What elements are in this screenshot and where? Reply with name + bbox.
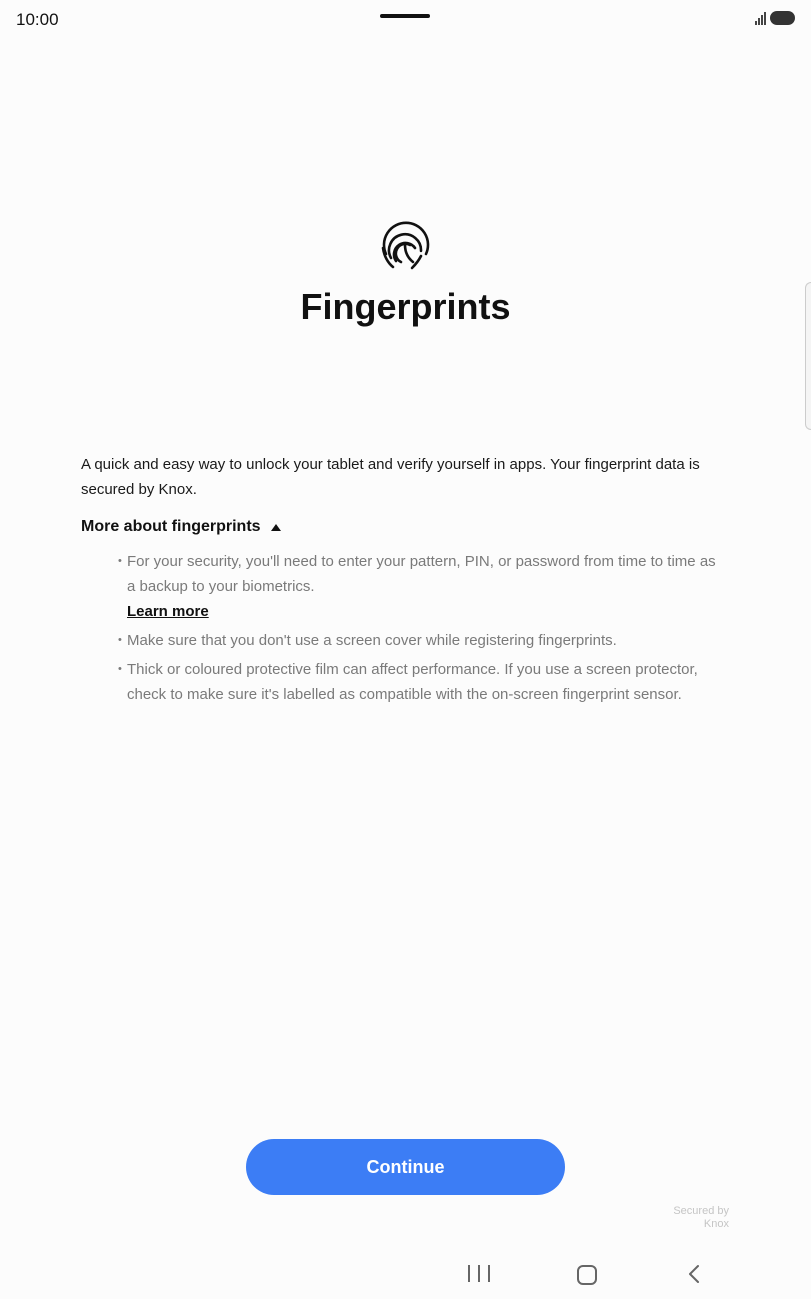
secured-by-knox-badge (673, 1205, 729, 1231)
list-item (118, 628, 728, 653)
list-item-text: Thick or coloured protective film can affect performance. If you use a screen protector, check to make sure it's labelled as compatible with the on-screen fingerprint sensor. (127, 661, 698, 703)
more-about-fingerprints-toggle[interactable] (81, 518, 281, 536)
knox-badge-line2: Knox (703, 1218, 729, 1230)
recents-icon[interactable] (468, 1265, 490, 1283)
status-bar (0, 0, 811, 40)
triangle-up-icon (271, 524, 281, 531)
list-item (118, 549, 728, 624)
continue-button[interactable]: Continue (246, 1139, 565, 1195)
more-about-fingerprints-label: More about fingerprints (81, 518, 261, 535)
back-icon[interactable] (684, 1264, 704, 1284)
camera-pill (380, 14, 430, 18)
list-item (118, 657, 728, 707)
fingerprint-icon (378, 218, 432, 272)
info-list (118, 549, 728, 711)
status-time: 10:00 (16, 10, 59, 29)
list-item-text: For your security, you'll need to enter your pattern, PIN, or password from time to time as a backup to your biometrics. (127, 553, 716, 595)
home-icon[interactable] (577, 1265, 597, 1285)
signal-icon (755, 11, 766, 25)
navigation-bar (0, 1255, 811, 1295)
description-text: A quick and easy way to unlock your tablet and verify yourself in apps. Your fingerprint data is secured by Knox. (81, 456, 700, 498)
status-icons (755, 11, 795, 25)
knox-badge-line1: Secured by (673, 1205, 729, 1217)
list-item-text: Make sure that you don't use a screen cover while registering fingerprints. (127, 632, 617, 649)
learn-more-link[interactable]: Learn more (127, 603, 209, 620)
page-title: Fingerprints (300, 286, 511, 327)
battery-icon (770, 11, 795, 25)
